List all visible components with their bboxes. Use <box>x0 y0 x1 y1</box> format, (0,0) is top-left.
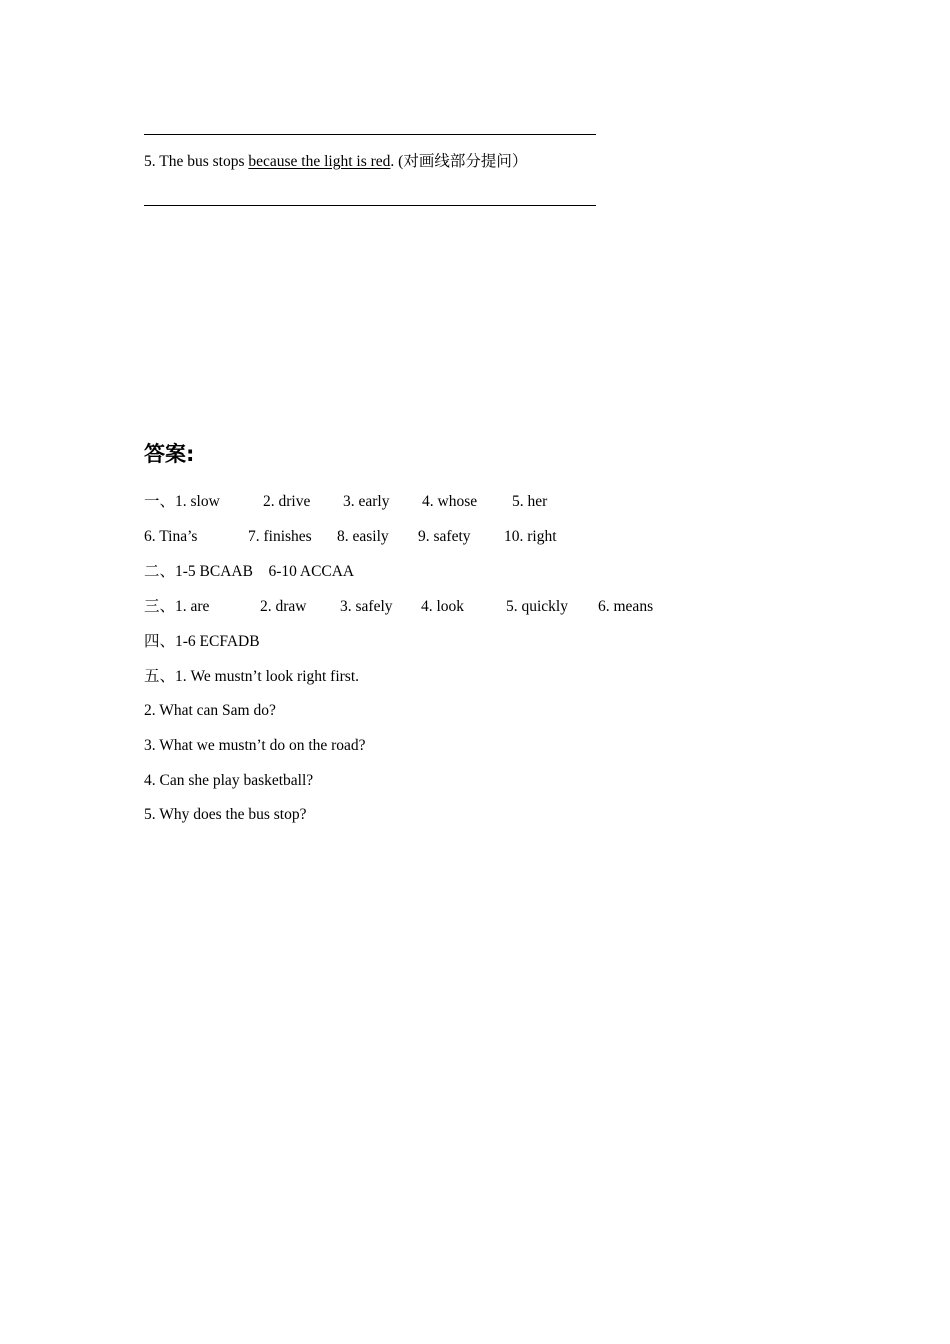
answer-item: 4. whose <box>422 493 478 510</box>
question-5-underlined-part: because the light is red <box>248 153 391 170</box>
answer-blank-line-bottom <box>144 205 596 206</box>
section-3 <box>144 597 704 617</box>
answer-item: 6. means <box>598 598 654 615</box>
section-4: 四、1-6 ECFADB <box>144 633 260 650</box>
section-5-line-5: 5. Why does the bus stop? <box>144 806 307 823</box>
answer-item: 5. her <box>512 493 548 510</box>
answer-item: 5. quickly <box>506 598 568 615</box>
section-5-line-3: 3. What we mustn’t do on the road? <box>144 737 366 754</box>
question-5-suffix: . (对画线部分提问） <box>390 153 528 170</box>
answer-item: 3. early <box>343 493 390 510</box>
answer-item: 8. easily <box>337 528 389 545</box>
answer-item: 7. finishes <box>248 528 312 545</box>
section-1-row-2 <box>144 527 704 547</box>
question-5-prefix: 5. The bus stops <box>144 153 249 170</box>
question-5 <box>144 152 527 172</box>
answer-item: 3. safely <box>340 598 393 615</box>
answer-item: 9. safety <box>418 528 471 545</box>
answer-item: 2. draw <box>260 598 307 615</box>
answer-item: 一、1. slow <box>144 493 220 510</box>
section-5-line-1: 五、1. We mustn’t look right first. <box>144 668 360 685</box>
answer-blank-line-top <box>144 134 596 135</box>
section-5-line-2: 2. What can Sam do? <box>144 702 276 719</box>
answer-item: 2. drive <box>263 493 311 510</box>
answer-item: 10. right <box>504 528 557 545</box>
answer-item: 4. look <box>421 598 465 615</box>
answer-item: 6. Tina’s <box>144 528 198 545</box>
section-2: 二、1-5 BCAAB 6-10 ACCAA <box>144 563 355 580</box>
section-5-line-4: 4. Can she play basketball? <box>144 772 314 789</box>
answers-heading: 答案: <box>144 442 195 466</box>
section-1-row-1 <box>144 492 704 512</box>
answer-item: 三、1. are <box>144 598 210 615</box>
